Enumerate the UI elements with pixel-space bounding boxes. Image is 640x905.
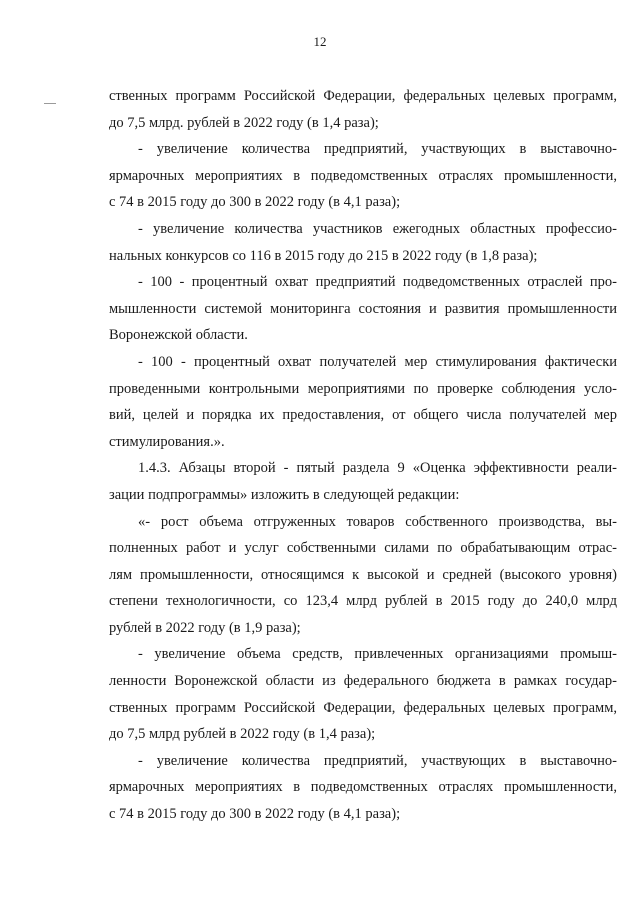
page-number: 12	[313, 34, 327, 49]
text-line: Воронежской области.	[109, 327, 248, 344]
text-line: 1.4.3. Абзацы второй - пятый раздела 9 «Оценка эффективности реали-	[138, 460, 617, 477]
text-line: ярмарочных мероприятиях в подведомственных отраслях промышленности,	[109, 779, 617, 796]
text-line: ленности Воронежской области из федерального бюджета в рамках государ-	[109, 673, 617, 690]
text-line: - 100 - процентный охват предприятий подведомственных отраслей про-	[138, 274, 617, 291]
text-line: - увеличение количества предприятий, участвующих в выставочно-	[138, 752, 617, 769]
text-line: проведенными контрольными мероприятиями по проверке соблюдения усло-	[109, 380, 617, 397]
text-line: стимулирования.».	[109, 433, 225, 450]
text-line: ственных программ Российской Федерации, федеральных целевых программ,	[109, 88, 617, 104]
text-line: - увеличение объема средств, привлеченных организациями промыш-	[138, 646, 617, 663]
text-line: - увеличение количества участников ежегодных областных профессио-	[138, 220, 617, 237]
document-body	[109, 83, 617, 828]
text-line: мышленности системой мониторинга состояния и развития промышленности	[109, 300, 617, 317]
text-line: степени технологичности, со 123,4 млрд рублей в 2015 году до 240,0 млрд	[109, 593, 617, 610]
text-line: до 7,5 млрд рублей в 2022 году (в 1,4 раза);	[109, 726, 376, 743]
text-line: лям промышленности, относящимся к высокой и средней (высокого уровня)	[109, 566, 617, 583]
text-line: до 7,5 млрд. рублей в 2022 году (в 1,4 раза);	[109, 114, 379, 131]
text-line: - увеличение количества предприятий, участвующих в выставочно-	[138, 141, 617, 158]
text-line: рублей в 2022 году (в 1,9 раза);	[109, 619, 301, 636]
text-line: полненных работ и услуг собственными силами по обрабатывающим отрас-	[109, 540, 617, 557]
text-line: зации подпрограммы» изложить в следующей редакции:	[109, 486, 460, 503]
text-line: - 100 - процентный охват получателей мер стимулирования фактически	[138, 353, 617, 370]
text-line: «- рост объема отгруженных товаров собственного производства, вы-	[138, 513, 617, 530]
text-line: с 74 в 2015 году до 300 в 2022 году (в 4,1 раза);	[109, 194, 401, 211]
text-line: с 74 в 2015 году до 300 в 2022 году (в 4,1 раза);	[109, 806, 401, 823]
text-line: ярмарочных мероприятиях в подведомственных отраслях промышленности,	[109, 167, 617, 184]
text-line: вий, целей и порядка их предоставления, от общего числа получателей мер	[109, 407, 617, 424]
text-line: нальных конкурсов со 116 в 2015 году до 215 в 2022 году (в 1,8 раза);	[109, 247, 538, 264]
margin-mark	[44, 103, 56, 104]
text-line: ственных программ Российской Федерации, федеральных целевых программ,	[109, 699, 617, 716]
